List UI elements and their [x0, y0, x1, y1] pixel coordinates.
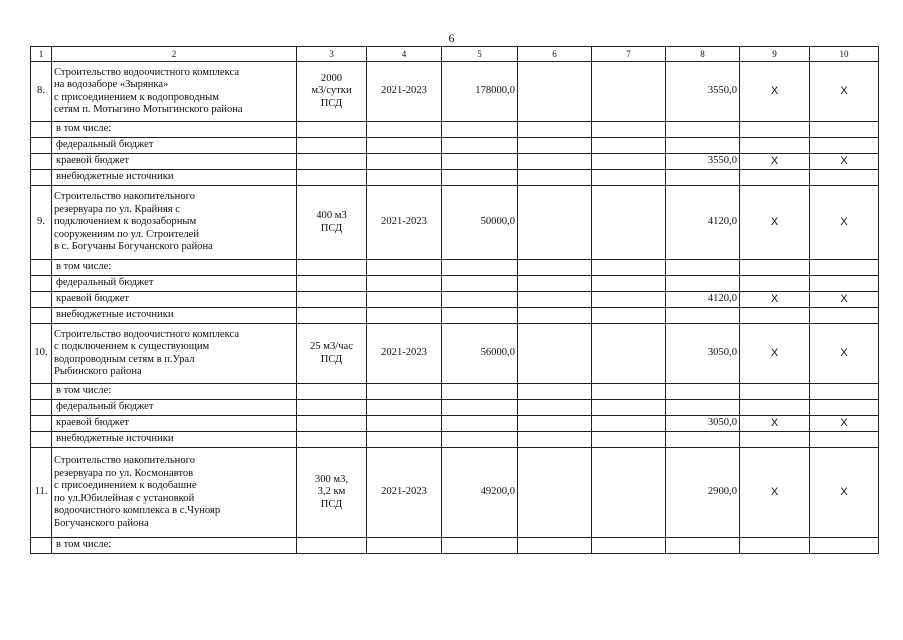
empty-cell	[367, 400, 442, 416]
empty-cell	[367, 170, 442, 186]
empty-cell	[592, 308, 666, 324]
empty-cell	[367, 432, 442, 448]
column-9-mark	[740, 138, 810, 154]
capacity-line: 300 м3,	[314, 473, 349, 485]
project-name-line: водопроводным сетям в п.Урал	[54, 353, 195, 365]
empty-cell	[297, 138, 367, 154]
funding-source-row	[31, 138, 879, 154]
empty-cell	[518, 154, 592, 170]
page-number: 6	[448, 31, 455, 45]
funding-amount: 2900,0	[666, 448, 740, 538]
column-9-mark	[740, 384, 810, 400]
column-6-value	[518, 324, 592, 384]
funding-source-label: федеральный бюджет	[52, 276, 297, 292]
project-name-line: Строительство накопительного	[54, 455, 196, 466]
column-number-cell: 6	[518, 47, 592, 62]
period: 2021-2023	[367, 324, 442, 384]
project-name-line: с присоединением к водопроводным	[54, 91, 219, 103]
empty-cell	[31, 292, 52, 308]
funding-amount	[666, 308, 740, 324]
empty-cell	[367, 154, 442, 170]
empty-cell	[518, 400, 592, 416]
column-9-mark	[740, 260, 810, 276]
empty-cell	[592, 154, 666, 170]
empty-cell	[518, 416, 592, 432]
empty-cell	[442, 170, 518, 186]
period: 2021-2023	[367, 186, 442, 260]
empty-cell	[592, 276, 666, 292]
funding-source-label: краевой бюджет	[52, 416, 297, 432]
empty-cell	[31, 260, 52, 276]
capacity-line: 3,2 км	[317, 486, 346, 498]
funding-source-label: в том числе:	[52, 260, 297, 276]
empty-cell	[592, 292, 666, 308]
estimated-cost: 50000,0	[442, 186, 518, 260]
column-6-value	[518, 186, 592, 260]
column-9-mark	[740, 170, 810, 186]
empty-cell	[592, 384, 666, 400]
empty-cell	[297, 170, 367, 186]
funding-amount	[666, 260, 740, 276]
column-9-mark: X	[740, 292, 810, 308]
funding-amount: 3050,0	[666, 416, 740, 432]
column-10-mark: X	[810, 448, 879, 538]
capacity-line: 25 м3/час	[310, 341, 353, 352]
funding-amount: 3050,0	[666, 324, 740, 384]
funding-source-row	[31, 400, 879, 416]
empty-cell	[297, 154, 367, 170]
empty-cell	[31, 170, 52, 186]
empty-cell	[297, 292, 367, 308]
column-9-mark	[740, 308, 810, 324]
empty-cell	[367, 292, 442, 308]
empty-cell	[297, 308, 367, 324]
capacity-line: м3/сутки	[311, 85, 352, 97]
funding-source-row	[31, 276, 879, 292]
empty-cell	[31, 432, 52, 448]
funding-amount	[666, 138, 740, 154]
capacity	[297, 448, 367, 538]
table-row	[31, 62, 879, 122]
empty-cell	[442, 292, 518, 308]
empty-cell	[31, 416, 52, 432]
column-9-mark: X	[740, 154, 810, 170]
funding-source-row	[31, 260, 879, 276]
column-9-mark: X	[740, 186, 810, 260]
empty-cell	[442, 384, 518, 400]
funding-source-label: в том числе:	[52, 122, 297, 138]
column-9-mark	[740, 538, 810, 554]
funding-source-label: краевой бюджет	[52, 154, 297, 170]
empty-cell	[31, 384, 52, 400]
empty-cell	[518, 538, 592, 554]
empty-cell	[442, 416, 518, 432]
funding-source-label: внебюджетные источники	[52, 308, 297, 324]
funding-source-row	[31, 122, 879, 138]
project-name-line: Строительство накопительного	[54, 191, 196, 203]
empty-cell	[442, 400, 518, 416]
empty-cell	[442, 154, 518, 170]
empty-cell	[592, 122, 666, 138]
funding-source-label: краевой бюджет	[52, 292, 297, 308]
column-10-mark	[810, 276, 879, 292]
project-name-line: Рыбинского района	[54, 366, 142, 377]
capacity-line: ПСД	[320, 97, 343, 109]
period: 2021-2023	[367, 448, 442, 538]
project-name	[52, 62, 297, 122]
empty-cell	[367, 260, 442, 276]
empty-cell	[518, 170, 592, 186]
funding-amount: 4120,0	[666, 292, 740, 308]
funding-table	[30, 46, 879, 554]
empty-cell	[592, 260, 666, 276]
capacity	[297, 186, 367, 260]
column-10-mark	[810, 308, 879, 324]
column-9-mark	[740, 122, 810, 138]
column-number-cell: 8	[666, 47, 740, 62]
empty-cell	[442, 122, 518, 138]
column-10-mark: X	[810, 292, 879, 308]
column-9-mark	[740, 432, 810, 448]
funding-amount	[666, 432, 740, 448]
empty-cell	[297, 416, 367, 432]
empty-cell	[297, 400, 367, 416]
column-number-cell: 2	[52, 47, 297, 62]
project-name	[52, 186, 297, 260]
funding-source-row	[31, 292, 879, 308]
empty-cell	[518, 308, 592, 324]
capacity	[297, 324, 367, 384]
funding-source-row	[31, 416, 879, 432]
capacity-line: ПСД	[320, 498, 343, 510]
funding-amount: 3550,0	[666, 62, 740, 122]
project-name-line: Строительство водоочистного комплекса	[54, 328, 240, 340]
empty-cell	[442, 538, 518, 554]
empty-cell	[31, 122, 52, 138]
row-number: 9.	[31, 186, 52, 260]
empty-cell	[297, 260, 367, 276]
capacity	[297, 62, 367, 122]
column-7-value	[592, 62, 666, 122]
column-6-value	[518, 448, 592, 538]
project-name-line: с подключением к существующим	[54, 341, 210, 352]
project-name-line: на водозаборе «Зырянка»	[54, 79, 169, 90]
empty-cell	[518, 384, 592, 400]
empty-cell	[31, 538, 52, 554]
column-10-mark	[810, 384, 879, 400]
capacity-line: ПСД	[320, 222, 343, 234]
column-10-mark	[810, 260, 879, 276]
empty-cell	[367, 122, 442, 138]
column-9-mark: X	[740, 416, 810, 432]
empty-cell	[518, 292, 592, 308]
funding-source-label: федеральный бюджет	[52, 138, 297, 154]
empty-cell	[592, 416, 666, 432]
project-name-line: с присоединением к водобашне	[54, 480, 197, 491]
empty-cell	[442, 138, 518, 154]
project-name-line: резервуара по ул. Космонавтов	[54, 467, 194, 479]
project-name-line: водоочистного комплекса в с.Чунояр	[54, 505, 221, 516]
empty-cell	[367, 276, 442, 292]
column-9-mark: X	[740, 62, 810, 122]
empty-cell	[518, 138, 592, 154]
empty-cell	[297, 538, 367, 554]
empty-cell	[592, 138, 666, 154]
empty-cell	[31, 138, 52, 154]
column-number-cell: 7	[592, 47, 666, 62]
column-number-row	[31, 47, 879, 62]
row-number: 10.	[31, 324, 52, 384]
funding-source-row	[31, 432, 879, 448]
estimated-cost: 49200,0	[442, 448, 518, 538]
empty-cell	[442, 432, 518, 448]
table-row	[31, 186, 879, 260]
empty-cell	[367, 138, 442, 154]
empty-cell	[518, 122, 592, 138]
project-name-line: сооружениям по ул. Строителей	[54, 228, 200, 240]
column-10-mark	[810, 400, 879, 416]
project-name-line: в с. Богучаны Богучанского района	[54, 241, 213, 253]
empty-cell	[442, 308, 518, 324]
column-10-mark	[810, 432, 879, 448]
empty-cell	[592, 432, 666, 448]
row-number: 11.	[31, 448, 52, 538]
funding-amount	[666, 400, 740, 416]
column-number-cell: 5	[442, 47, 518, 62]
funding-source-label: в том числе:	[52, 538, 297, 554]
table-row	[31, 324, 879, 384]
empty-cell	[31, 400, 52, 416]
empty-cell	[31, 154, 52, 170]
funding-source-row	[31, 538, 879, 554]
empty-cell	[367, 308, 442, 324]
empty-cell	[31, 276, 52, 292]
column-10-mark: X	[810, 62, 879, 122]
column-number-cell: 9	[740, 47, 810, 62]
empty-cell	[297, 276, 367, 292]
column-10-mark: X	[810, 324, 879, 384]
funding-amount	[666, 276, 740, 292]
funding-source-label: внебюджетные источники	[52, 170, 297, 186]
column-10-mark	[810, 538, 879, 554]
funding-amount	[666, 538, 740, 554]
column-10-mark: X	[810, 154, 879, 170]
table-body	[31, 47, 879, 554]
project-name-line: Богучанского района	[54, 517, 149, 529]
empty-cell	[592, 538, 666, 554]
empty-cell	[442, 260, 518, 276]
column-number-cell: 10	[810, 47, 879, 62]
funding-amount: 4120,0	[666, 186, 740, 260]
funding-source-label: в том числе:	[52, 384, 297, 400]
funding-source-row	[31, 308, 879, 324]
capacity-line: 400 м3	[316, 210, 347, 221]
column-10-mark	[810, 170, 879, 186]
empty-cell	[518, 432, 592, 448]
column-7-value	[592, 324, 666, 384]
project-name	[52, 324, 297, 384]
project-name-line: подключением к водозаборным	[54, 216, 197, 228]
empty-cell	[367, 416, 442, 432]
empty-cell	[592, 170, 666, 186]
column-number-cell: 4	[367, 47, 442, 62]
table-row	[31, 448, 879, 538]
project-name-line: Строительство водоочистного комплекса	[54, 66, 240, 78]
funding-source-row	[31, 384, 879, 400]
project-name-line: по ул.Юбилейная с установкой	[54, 492, 195, 504]
empty-cell	[367, 384, 442, 400]
empty-cell	[297, 432, 367, 448]
empty-cell	[31, 308, 52, 324]
column-10-mark	[810, 138, 879, 154]
column-10-mark: X	[810, 416, 879, 432]
funding-source-row	[31, 154, 879, 170]
empty-cell	[592, 400, 666, 416]
column-10-mark: X	[810, 186, 879, 260]
funding-amount	[666, 384, 740, 400]
empty-cell	[297, 384, 367, 400]
funding-source-label: федеральный бюджет	[52, 400, 297, 416]
empty-cell	[442, 276, 518, 292]
empty-cell	[518, 276, 592, 292]
empty-cell	[367, 538, 442, 554]
period: 2021-2023	[367, 62, 442, 122]
empty-cell	[297, 122, 367, 138]
column-9-mark	[740, 400, 810, 416]
column-7-value	[592, 448, 666, 538]
estimated-cost: 178000,0	[442, 62, 518, 122]
funding-amount	[666, 170, 740, 186]
column-10-mark	[810, 122, 879, 138]
funding-amount: 3550,0	[666, 154, 740, 170]
funding-amount	[666, 122, 740, 138]
project-name	[52, 448, 297, 538]
column-7-value	[592, 186, 666, 260]
capacity-line: 2000	[320, 72, 343, 84]
capacity-line: ПСД	[320, 353, 343, 365]
funding-source-label: внебюджетные источники	[52, 432, 297, 448]
column-number-cell: 1	[31, 47, 52, 62]
project-name-line: сетям п. Мотыгино Мотыгинского района	[54, 104, 243, 115]
column-9-mark: X	[740, 324, 810, 384]
column-6-value	[518, 62, 592, 122]
column-number-cell: 3	[297, 47, 367, 62]
estimated-cost: 56000,0	[442, 324, 518, 384]
row-number: 8.	[31, 62, 52, 122]
column-9-mark: X	[740, 448, 810, 538]
empty-cell	[518, 260, 592, 276]
project-name-line: резервуара по ул. Крайняя с	[54, 203, 180, 215]
funding-source-row	[31, 170, 879, 186]
column-9-mark	[740, 276, 810, 292]
